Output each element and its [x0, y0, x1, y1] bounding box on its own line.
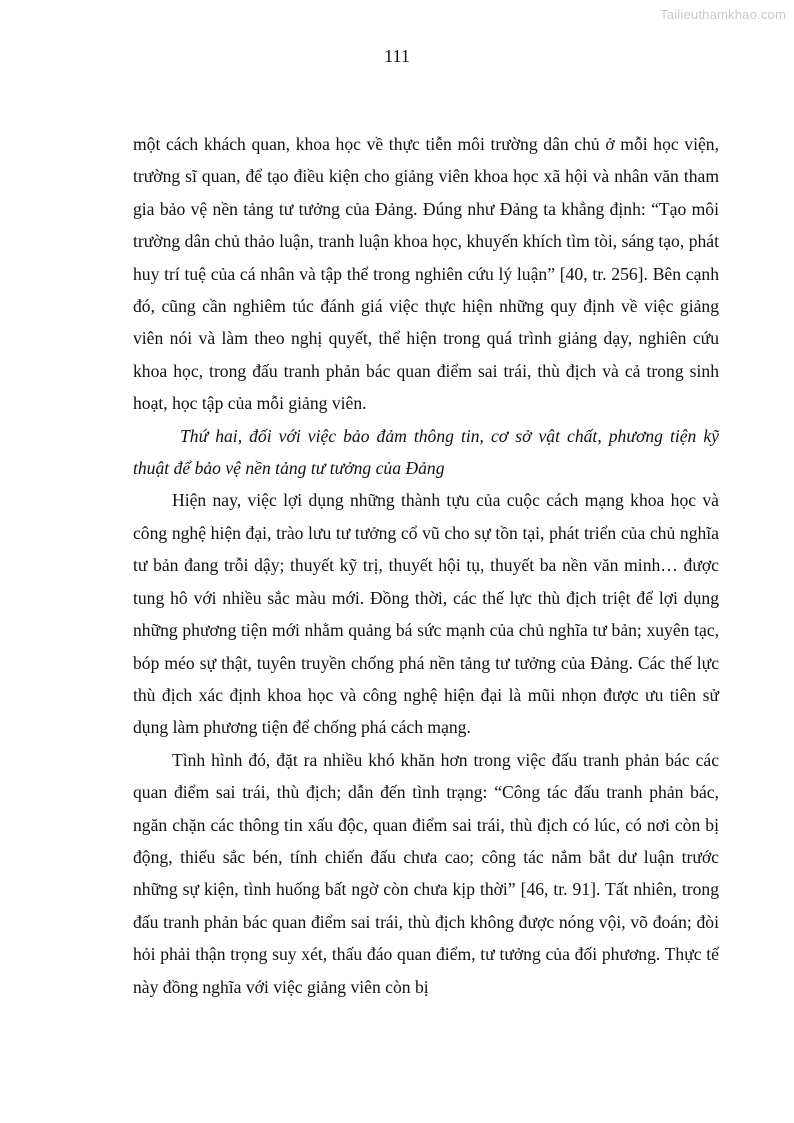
- paragraph: Hiện nay, việc lợi dụng những thành tựu của cuộc cách mạng khoa học và công nghệ hiện đại, trào lưu tư tưởng cổ vũ cho sự tồn tại, phát triển của chủ nghĩa tư bản đang trỗi dậy; thuyết kỹ trị, thuyết hội tụ, thuyết ba nền văn minh… được tung hô với nhiều sắc màu mới. Đồng thời, các thế lực thù địch triệt để lợi dụng những phương tiện mới nhằm quảng bá sức mạnh của chủ nghĩa tư bản; xuyên tạc, bóp méo sự thật, tuyên truyền chống phá nền tảng tư tưởng của Đảng. Các thế lực thù địch xác định khoa học và công nghệ hiện đại là mũi nhọn được ưu tiên sử dụng làm phương tiện để chống phá cách mạng.: [133, 490, 719, 738]
- section-heading: Thứ hai, đối với việc bảo đảm thông tin, cơ sở vật chất, phương tiện kỹ thuật để bảo vệ nền tảng tư tưởng của Đảng: [133, 425, 719, 479]
- paragraph-continuation: một cách khách quan, khoa học về thực tiễn môi trường dân chủ ở mỗi học viện, trường sĩ quan, để tạo điều kiện cho giảng viên khoa học xã hội và nhân văn tham gia bảo vệ nền tảng tư tưởng của Đảng. Đúng như Đảng ta khẳng định: “Tạo môi trường dân chủ thảo luận, tranh luận khoa học, khuyến khích tìm tòi, sáng tạo, phát huy trí tuệ của cá nhân và tập thể trong nghiên cứu lý luận” [40, tr. 256]. Bên cạnh đó, cũng cần nghiêm túc đánh giá việc thực hiện những quy định về việc giảng viên nói và làm theo nghị quyết, thể hiện trong quá trình giảng dạy, nghiên cứu khoa học, trong đấu tranh phản bác quan điểm sai trái, thù địch và cả trong sinh hoạt, học tập của mỗi giảng viên.: [133, 134, 719, 414]
- paragraph: Tình hình đó, đặt ra nhiều khó khăn hơn trong việc đấu tranh phản bác các quan điểm sai trái, thù địch; dẫn đến tình trạng: “Công tác đấu tranh phản bác, ngăn chặn các thông tin xấu độc, quan điểm sai trái, thù địch có lúc, có nơi còn bị động, thiếu sắc bén, tính chiến đấu chưa cao; công tác nắm bắt dư luận trước những sự kiện, tình huống bất ngờ còn chưa kịp thời” [46, tr. 91]. Tất nhiên, trong đấu tranh phản bác quan điểm sai trái, thù địch không được nóng vội, võ đoán; đòi hỏi phải thận trọng suy xét, thấu đáo quan điểm, tư tưởng của đối phương. Thực tế này đồng nghĩa với việc giảng viên còn bị: [133, 749, 719, 997]
- body-text: [133, 128, 719, 1003]
- page-number: 111: [384, 46, 410, 66]
- watermark: Tailieuthamkhao.com: [660, 7, 786, 22]
